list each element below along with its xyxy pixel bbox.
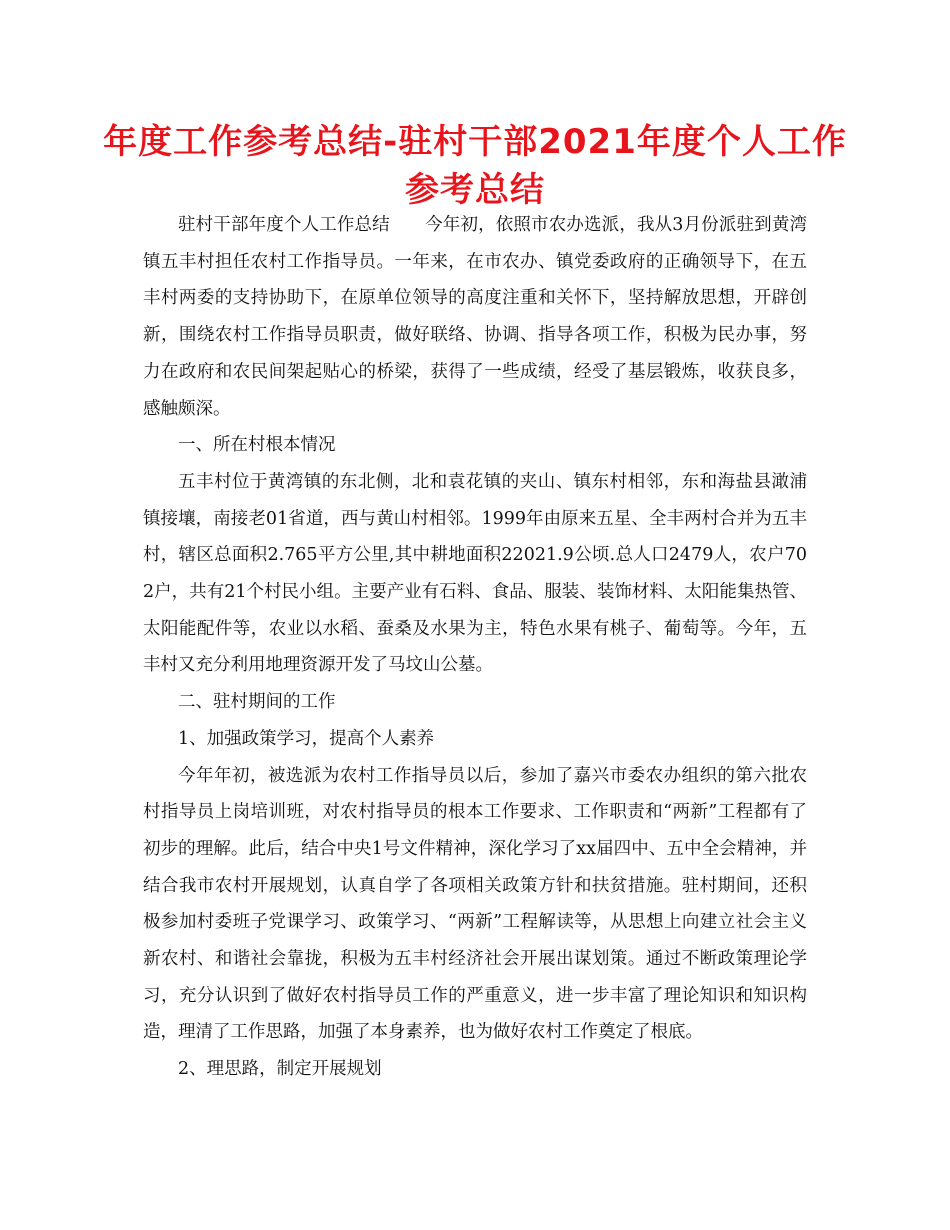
document-body — [143, 207, 807, 1088]
subheading-policy-study: 1、加强政策学习，提高个人素养 — [178, 728, 435, 749]
section-heading-village-situation: 一、所在村根本情况 — [178, 435, 336, 456]
subheading-planning: 2、理思路，制定开展规划 — [178, 1059, 382, 1080]
section-heading-work: 二、驻村期间的工作 — [178, 692, 336, 713]
intro-paragraph: 驻村干部年度个人工作总结 今年初，依照市农办选派，我从3月份派驻到黄湾镇五丰村担任农村工作指导员。一年来，在市农办、镇党委政府的正确领导下，在五丰村两委的支持协助下，在原单位领导的高度注重和关怀下，坚持解放思想，开辟创新，围绕农村工作指导员职责，做好联络、协调、指导各项工作，积极为民办事，努力在政府和农民间架起贴心的桥梁，获得了一些成绩，经受了基层锻炼，收获良多，感触颇深。 — [143, 215, 807, 419]
document-title: 年度工作参考总结-驻村干部2021年度个人工作参考总结 — [103, 122, 847, 210]
policy-study-paragraph: 今年年初，被选派为农村工作指导员以后，参加了嘉兴市委农办组织的第六批农村指导员上岗培训班，对农村指导员的根本工作要求、工作职责和“两新”工程都有了初步的理解。此后，结合中央1号文件精神，深化学习了xx届四中、五中全会精神，并结合我市农村开展规划，认真自学了各项相关政策方针和扶贫措施。驻村期间，还积极参加村委班子党课学习、政策学习、“两新”工程解读等，从思想上向建立社会主义新农村、和谐社会靠拢，积极为五丰村经济社会开展出谋划策。通过不断政策理论学习，充分认识到了做好农村指导员工作的严重意义，进一步丰富了理论知识和知识构造，理清了工作思路，加强了本身素养，也为做好农村工作奠定了根底。 — [143, 765, 807, 1043]
village-description-paragraph: 五丰村位于黄湾镇的东北侧，北和袁花镇的夹山、镇东村相邻，东和海盐县澉浦镇接壤，南接老01省道，西与黄山村相邻。1999年由原来五星、全丰两村合并为五丰村，辖区总面积2.765平方公里,其中耕地面积22021.9公顷.总人口2479人，农户702户，共有21个村民小组。主要产业有石料、食品、服装、装饰材料、太阳能集热管、太阳能配件等，农业以水稻、蚕桑及水果为主，特色水果有桃子、葡萄等。今年，五丰村又充分利用地理资源开发了马坟山公墓。 — [143, 471, 807, 676]
